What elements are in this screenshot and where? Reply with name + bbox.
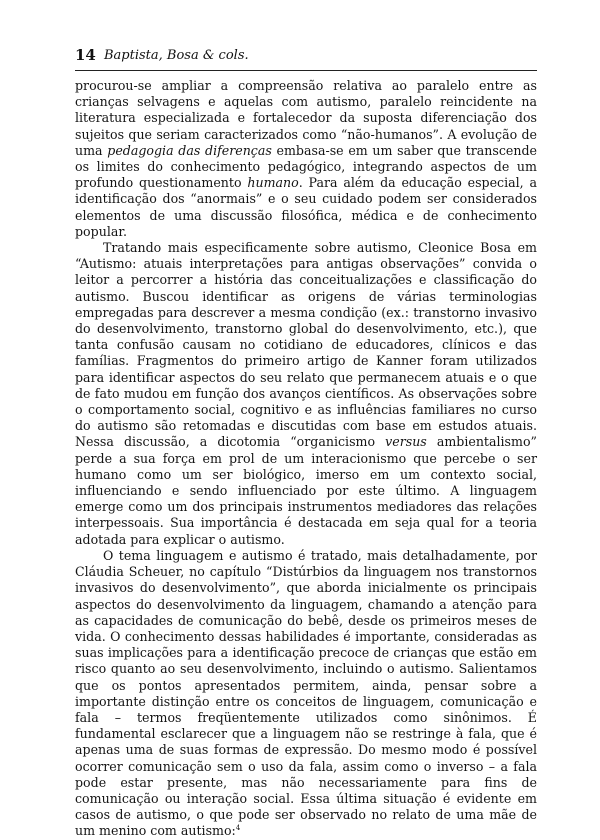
paragraph-2: Tratando mais especificamente sobre autismo, Cleonice Bosa em “Autismo: atuais interpretações para antigas observações” convida o leitor a percorrer a história das conceitualizações e classificação do autismo. Buscou identificar as origens de várias terminologias empregadas para descrever a mesma condição (ex.: transtorno invasivo do desenvolvimento, transtorno global do desenvolvimento, etc.), que tanta confusão causam no cotidiano de educadores, clínicos e das famílias. Fragmentos do primeiro artigo de Kanner foram utilizados para identificar aspectos do seu relato que permanecem atuais e o que de fato mudou em função dos avanços científicos. As observações sobre o comportamento social, cognitivo e as influências familiares no curso do autismo são retomadas e discutidas com base em estudos atuais. Nessa discussão, a dicotomia “organicismo versus ambientalismo” perde a sua força em prol de um interacionismo que percebe o ser humano como um ser biológico, imerso em um contexto social, influenciando e sendo influenciado por este último. A linguagem emerge como um dos principais instrumentos mediadores das relações interpessoais. Sua importância é destacada em seja qual for a teoria adotada para explicar o autismo. [75,240,537,547]
emphasis-pedagogia: pedagogia das diferenças [107,142,272,158]
paragraph-1: procurou-se ampliar a compreensão relativa ao paralelo entre as crianças selvagens e aquelas com autismo, paralelo reincidente na literatura especializada e fortalecedor da suposta diferenciação dos sujeitos que seriam caracterizados como “não-humanos”. A evolução de uma pedagogia das diferenças embasa-se em um saber que transcende os limites do conhecimento pedagógico, integrando aspectos de um profundo questionamento humano. Para além da educação especial, a identificação dos “anormais” e o seu cuidado podem ser considerados elementos de uma discussão filosófica, médica e de conhecimento popular. [75,78,537,239]
page-number: 14 [75,46,96,64]
emphasis-humano: humano [247,175,299,191]
page-header [75,46,537,70]
header-rule [75,70,537,71]
paragraph-3: O tema linguagem e autismo é tratado, mais detalhadamente, por Cláudia Scheuer, no capítulo “Distúrbios da linguagem nos transtornos invasivos do desenvolvimento”, que aborda inicialmente os principais aspectos do desenvolvimento da linguagem, chamando a atenção para as capacidades de comunicação do bebê, desde os primeiros meses de vida. O conhecimento dessas habilidades é importante, consideradas as suas implicações para a identificação precoce de crianças que estão em risco quanto ao seu desenvolvimento, incluindo o autismo. Salientamos que os pontos apresentados permitem, ainda, pensar sobre a importante distinção entre os conceitos de linguagem, comunicação e fala – termos freqüentemente utilizados como sinônimos. É fundamental esclarecer que a linguagem não se restringe à fala, que é apenas uma de suas formas de expressão. Do mesmo modo é possível ocorrer comunicação sem o uso da fala, assim como o inverso – a fala pode estar presente, mas não necessariamente para fins de comunicação ou interação social. Essa última situação é evidente em casos de autismo, o que pode ser observado no relato de uma mãe de um menino com autismo:$^4$ [75,547,537,839]
footnote-ref: 4 [235,824,241,833]
running-head: Baptista, Bosa & cols. [104,48,249,63]
body-text [75,78,537,840]
emphasis-versus: versus [385,434,427,450]
